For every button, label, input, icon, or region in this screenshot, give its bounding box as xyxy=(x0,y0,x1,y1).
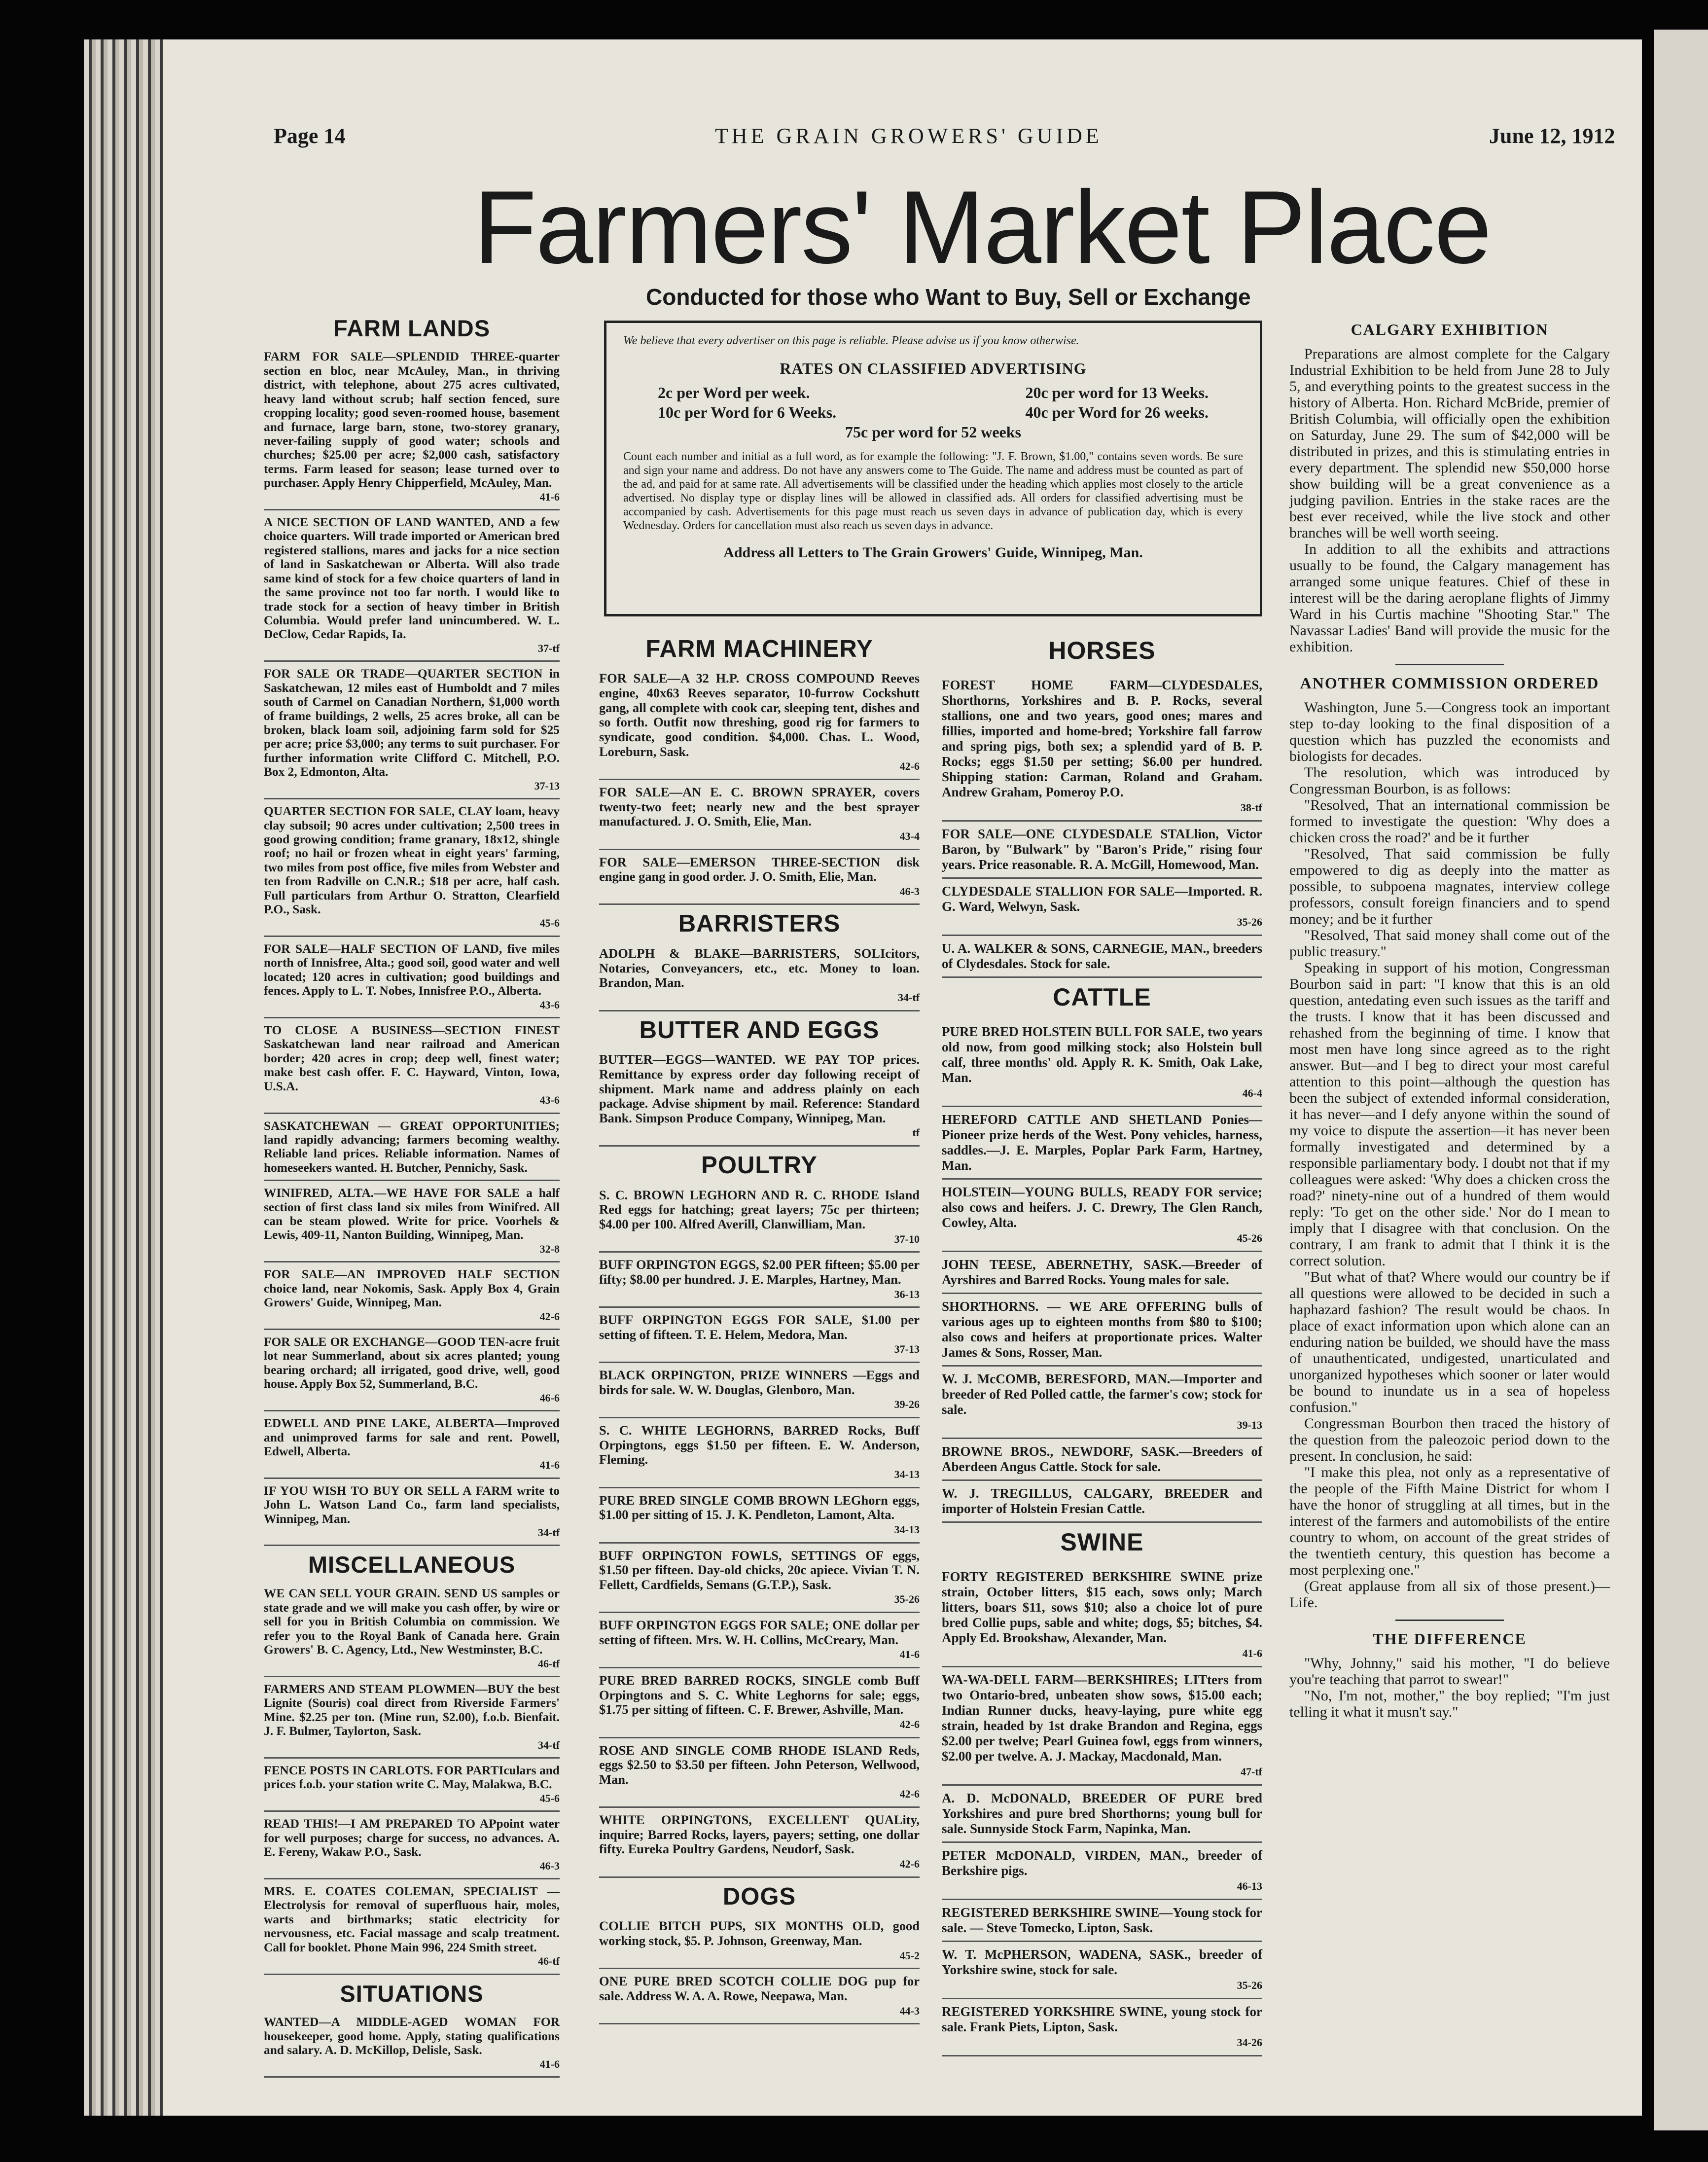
classified-ad xyxy=(264,667,560,799)
rates-address: Address all Letters to The Grain Growers' Guide, Winnipeg, Man. xyxy=(723,544,1143,561)
ad-text: EDWELL AND PINE LAKE, ALBERTA—Improved and unimproved farms for sale and rent. Powell, Edwell, Alberta. xyxy=(264,1416,560,1458)
classified-ad xyxy=(942,678,1262,822)
ad-code: 42-6 xyxy=(539,1310,560,1323)
article-paragraph: "Resolved, That said money shall come out of the public treasury." xyxy=(1289,927,1610,960)
ad-text: QUARTER SECTION FOR SALE, CLAY loam, heavy clay subsoil; 90 acres under cultivation; 2,500 trees in good growing condition; frame granary, 18x12, shingle roof; no hail or frozen wheat in eight years' farming, two miles from post office, five miles from Webster and ten from Radville on C.N.R.; $18 per acre, half cash. Full particulars from Arthur O. Stratton, Clearfield P.O., Sask. xyxy=(264,804,560,917)
ad-text: READ THIS!—I AM PREPARED TO APpoint water for well purposes; charge for success, no advances. A. E. Fereny, Wakaw P.O., Sask. xyxy=(264,1817,560,1859)
classified-ad xyxy=(599,1052,920,1147)
classified-ad xyxy=(599,1188,920,1253)
article-difference xyxy=(1289,1655,1610,1720)
ad-text: HOLSTEIN—YOUNG BULLS, READY FOR service; also cows and heifers. J. C. Drewry, The Glen Ranch, Cowley, Alta. xyxy=(942,1185,1262,1230)
farm-machinery-ads xyxy=(599,671,920,905)
ad-text: FARMERS AND STEAM PLOWMEN—BUY the best Lignite (Souris) coal direct from Riverside Farmers' Mine. $2.25 per ton. (Mine run, $2.00), f.o.b. Bienfait. J. F. Bulmer, Taylorton, Sask. xyxy=(264,1682,560,1738)
ad-text: FARM FOR SALE—SPLENDID THREE-quarter section en bloc, near McAuley, Man., in thriving district, with telephone, about 275 acres cultivated, heavy land without scrub; half section fenced, sure cropping locality; good seven-roomed house, basement and furnace, large barn, stone, two-storey granary, never-failing supply of good water; schools and churches; $25.00 per acre; $2,000 cash, satisfactory terms. Farm leased for season; lease turned over to purchaser. Apply Henry Chipperfield, McAuley, Man. xyxy=(264,350,560,490)
classified-ad xyxy=(264,1186,560,1262)
classified-ad xyxy=(599,1368,920,1418)
rate-weekly: 2c per Word per week. xyxy=(658,384,810,401)
classified-ad xyxy=(264,1764,560,1812)
ad-text: A. D. McDONALD, BREEDER OF PURE bred Yorkshires and pure bred Shorthorns; young bull for sale. Sunnyside Stock Farm, Napinka, Man. xyxy=(942,1791,1262,1836)
ad-code: 46-tf xyxy=(538,1955,560,1968)
ad-text: IF YOU WISH TO BUY OR SELL A FARM write to John L. Watson Land Co., farm land specialists, Winnipeg, Man. xyxy=(264,1483,560,1526)
adjacent-page-edge xyxy=(1654,30,1708,2130)
ad-text: FOR SALE OR TRADE—QUARTER SECTION in Saskatchewan, 12 miles east of Humboldt and 7 miles south of Carmel on Canadian Northern, $1,000 worth of frame buildings, 2 wells, 25 acres broke, all can be broken, black loam soil, adjoining farm sold for $25 per acre; price $3,000; any terms to suit purchaser. For further information write Clifford C. Mitchell, P.O. Box 2, Edmonton, Alta. xyxy=(264,667,560,779)
ad-text: S. C. BROWN LEGHORN AND R. C. RHODE Island Red eggs for hatching; great layers; 75c per thirteen; $4.00 per 100. Alfred Averill, Clanwilliam, Man. xyxy=(599,1187,920,1231)
publication-name: THE GRAIN GROWERS' GUIDE xyxy=(715,124,1103,148)
classified-ad xyxy=(599,1919,920,1969)
ad-text: TO CLOSE A BUSINESS—SECTION FINEST Saskatchewan land near railroad and American border; 420 acres in crop; deep well, finest water; make best cash offer. F. C. Hayward, Vinton, Iowa, U.S.A. xyxy=(264,1023,560,1093)
classified-ad xyxy=(942,1947,1262,1999)
ad-code: 47-tf xyxy=(1241,1766,1262,1778)
section-title-butter-eggs: BUTTER AND EGGS xyxy=(639,1016,880,1044)
classified-ad xyxy=(942,1905,1262,1942)
classified-ad xyxy=(599,946,920,1011)
ad-code: 45-6 xyxy=(539,917,560,930)
ad-code: 37-10 xyxy=(894,1232,920,1245)
ad-text: FOR SALE OR EXCHANGE—GOOD TEN-acre fruit lot near Summerland, about six acres planted; young bearing orchard; all irrigated, good drive, well, good house. Apply Box 52, Summerland, B.C. xyxy=(264,1335,560,1391)
divider xyxy=(1395,1620,1504,1621)
ad-code: 35-26 xyxy=(1237,1979,1262,1991)
ad-text: JOHN TEESE, ABERNETHY, SASK.—Breeder of Ayrshires and Barred Rocks. Young males for sale. xyxy=(942,1257,1262,1287)
article-title-calgary: CALGARY EXHIBITION xyxy=(1351,321,1549,338)
ad-code: 34-tf xyxy=(538,1526,560,1539)
classified-ad xyxy=(599,1743,920,1808)
article-paragraph: "Resolved, That an international commission be formed to investigate the question: 'Why does a chicken cross the road?' and be it further xyxy=(1289,797,1610,846)
ad-text: CLYDESDALE STALLION FOR SALE—Imported. R. G. Ward, Welwyn, Sask. xyxy=(942,884,1262,914)
section-title-dogs: DOGS xyxy=(722,1883,796,1910)
classified-ad xyxy=(264,515,560,662)
section-title-farm-machinery: FARM MACHINERY xyxy=(645,635,873,662)
rate-13-weeks: 20c per word for 13 Weeks. xyxy=(1025,384,1209,401)
ad-code: 37-13 xyxy=(534,779,560,792)
classified-ad xyxy=(264,804,560,937)
article-paragraph: The resolution, which was introduced by Congressman Bourbon, is as follows: xyxy=(1289,764,1610,797)
article-paragraph: "Why, Johnny," said his mother, "I do believe you're teaching that parrot to swear!" xyxy=(1289,1655,1610,1688)
classified-ad xyxy=(942,827,1262,879)
article-paragraph: (Great applause from all six of those present.)—Life. xyxy=(1289,1578,1610,1611)
ad-code: 32-8 xyxy=(539,1242,560,1255)
classified-ad xyxy=(264,1023,560,1114)
ad-text: WHITE ORPINGTONS, EXCELLENT QUALity, inquire; Barred Rocks, layers, payers; setting, one dollar fifty. Eureka Poultry Gardens, Neudorf, Sask. xyxy=(599,1812,920,1857)
page-subtitle: Conducted for those who Want to Buy, Sell or Exchange xyxy=(646,284,1251,310)
classified-ad xyxy=(942,1672,1262,1786)
article-paragraph: "But what of that? Where would our country be if all questions were allowed to be decided in such a haphazard fashion? The result would be chaos. In place of exact information upon which alone can an enduring nation be builded, we should have the mass of unauthenticated, undigested, unarticulated and unorganized hypotheses which sooner or later would be bound to inundate us in a sea of hopeless confusion." xyxy=(1289,1269,1610,1415)
classified-ad xyxy=(942,1486,1262,1523)
ad-code: 41-6 xyxy=(539,2057,560,2070)
rates-terms: Count each number and initial as a full word, as for example the following: "J. F. Brown, $1.00," contains seven words. Be sure and sign your name and address. Do not have any answers come to The Guide. The name and address must be counted as part of the ad, and paid for at same rate. All advertisements will be classified under the heading which applies most closely to the article advertised. No display type or display lines will be allowed in classified ads. All orders for classified advertising must be accompanied by cash. Advertisements for this page must reach us seven days in advance of publication day, which is every Wednesday. Orders for cancellation must also reach us seven days in advance. xyxy=(623,450,1243,532)
article-title-commission: ANOTHER COMMISSION ORDERED xyxy=(1300,674,1600,692)
ad-code: 35-26 xyxy=(894,1593,920,1606)
farm-lands-ads xyxy=(264,350,560,1546)
ad-code: 39-26 xyxy=(894,1398,920,1411)
barristers-ads xyxy=(599,946,920,1011)
classified-ad xyxy=(599,855,920,905)
ad-text: SHORTHORNS. — WE ARE OFFERING bulls of various ages up to eighteen months from $80 to $100; also cows and heifers at proportionate prices. Walter James & Sons, Rosser, Man. xyxy=(942,1299,1262,1360)
ad-code: 41-6 xyxy=(539,1459,560,1472)
rate-52-weeks: 75c per word for 52 weeks xyxy=(845,423,1021,441)
article-paragraph: Congressman Bourbon then traced the history of the question from the paleozoic period down to the present. In conclusion, he said: xyxy=(1289,1415,1610,1464)
poultry-ads xyxy=(599,1188,920,1878)
classified-ad xyxy=(599,1313,920,1363)
ad-text: PETER McDONALD, VIRDEN, MAN., breeder of Berkshire pigs. xyxy=(942,1848,1262,1878)
book-binding-edge xyxy=(84,39,173,2116)
article-paragraph: Washington, June 5.—Congress took an important step to-day looking to the final disposition of a question which has puzzled the economists and biologists for decades. xyxy=(1289,699,1610,764)
rates-intro: We believe that every advertiser on this page is reliable. Please advise us if you know otherwise. xyxy=(623,334,1079,347)
ad-code: 36-13 xyxy=(894,1288,920,1300)
ad-text: FORTY REGISTERED BERKSHIRE SWINE prize strain, October litters, $15 each, sows only; March litters, boars $11, sows $10; also a choice lot of pure bred Collie pups, sable and white; dogs, $5; bitches, $4. Apply Ed. Brookshaw, Alexander, Man. xyxy=(942,1569,1262,1645)
section-title-cattle: CATTLE xyxy=(1053,983,1151,1011)
classified-ad xyxy=(264,1119,560,1182)
butter-eggs-ads xyxy=(599,1052,920,1147)
ad-code: 43-4 xyxy=(899,829,920,842)
ad-text: BUFF ORPINGTON EGGS FOR SALE; ONE dollar per setting of fifteen. Mrs. W. H. Collins, McCreary, Man. xyxy=(599,1618,920,1647)
rate-row xyxy=(623,402,1243,422)
classified-ad xyxy=(264,942,560,1018)
ad-code: 35-26 xyxy=(1237,916,1262,928)
ad-code: 42-6 xyxy=(899,1788,920,1801)
classified-ad xyxy=(599,1813,920,1878)
ad-text: MRS. E. COATES COLEMAN, SPECIALIST —Electrolysis for removal of superfluous hair, moles, warts and birthmarks; static electricity for nervousness, etc. Facial massage and scalp treatment. Call for booklet. Phone Main 996, 224 Smith street. xyxy=(264,1884,560,1954)
article-paragraph: "I make this plea, not only as a representative of the people of the Fifth Maine District for whom I have the honor of struggling at all times, but in the interest of the farmers and automobilists of the entire country to whom, on account of the great strides of the twentieth century, this question has become a most perplexing one." xyxy=(1289,1464,1610,1578)
rates-title: RATES ON CLASSIFIED ADVERTISING xyxy=(780,360,1087,377)
section-title-farm-lands: FARM LANDS xyxy=(333,315,491,341)
ad-code: 46-tf xyxy=(538,1657,560,1670)
ad-text: FOR SALE—AN E. C. BROWN SPRAYER, covers twenty-two feet; nearly new and the best sprayer manufactured. J. O. Smith, Elie, Man. xyxy=(599,784,920,829)
ad-code: 43-6 xyxy=(539,998,560,1011)
ad-text: ONE PURE BRED SCOTCH COLLIE DOG pup for sale. Address W. A. A. Rowe, Neepawa, Man. xyxy=(599,1974,920,2003)
ad-text: FENCE POSTS IN CARLOTS. FOR PARTIculars and prices f.o.b. your station write C. May, Malakwa, B.C. xyxy=(264,1764,560,1792)
ad-text: COLLIE BITCH PUPS, SIX MONTHS OLD, good working stock, $5. P. Johnson, Greenway, Man. xyxy=(599,1918,920,1948)
classified-ad xyxy=(942,941,1262,978)
ad-text: REGISTERED YORKSHIRE SWINE, young stock for sale. Frank Piets, Lipton, Sask. xyxy=(942,2004,1262,2034)
classified-ad xyxy=(264,1884,560,1975)
ad-code: 44-3 xyxy=(899,2004,920,2017)
horses-ads xyxy=(942,678,1262,978)
classified-ad xyxy=(264,1484,560,1547)
ad-text: REGISTERED BERKSHIRE SWINE—Young stock for sale. — Steve Tomecko, Lipton, Sask. xyxy=(942,1905,1262,1935)
ad-text: SASKATCHEWAN — GREAT OPPORTUNITIES; land rapidly advancing; farmers becoming wealthy. Reliable land prices. Reliable information. Names of homeseekers wanted. H. Butcher, Pennichy, Sask. xyxy=(264,1118,560,1175)
ad-text: BUFF ORPINGTON FOWLS, SETTINGS OF eggs, $1.50 per fifteen. Day-old chicks, 20c apiece. Vivian T. N. Fellett, Cardfields, Semans (G.T.P.), Sask. xyxy=(599,1548,920,1592)
ad-text: S. C. WHITE LEGHORNS, BARRED Rocks, Buff Orpingtons, eggs $1.50 per fifteen. E. W. Anderson, Fleming. xyxy=(599,1423,920,1467)
classified-ad xyxy=(942,1299,1262,1367)
ad-text: PURE BRED SINGLE COMB BROWN LEGhorn eggs, $1.00 per sitting of 15. J. K. Pendleton, Lamont, Alta. xyxy=(599,1492,920,1522)
classified-ad xyxy=(599,1974,920,2024)
classified-ad xyxy=(264,1267,560,1330)
page-number: Page 14 xyxy=(274,124,346,148)
column-1 xyxy=(264,311,560,2083)
classified-ad xyxy=(264,1586,560,1677)
miscellaneous-ads xyxy=(264,1586,560,1975)
classified-ad xyxy=(942,1257,1262,1294)
dogs-ads xyxy=(599,1919,920,2024)
classified-ad xyxy=(942,1112,1262,1180)
ad-code: 34-13 xyxy=(894,1468,920,1480)
ad-text: ADOLPH & BLAKE—BARRISTERS, SOLIcitors, Notaries, Conveyancers, etc., etc. Money to loan. Brandon, Man. xyxy=(599,946,920,990)
ad-code: 42-6 xyxy=(899,1858,920,1871)
rate-6-weeks: 10c per Word for 6 Weeks. xyxy=(658,403,837,421)
article-commission xyxy=(1289,699,1610,1611)
classified-ad xyxy=(942,1024,1262,1107)
classified-ad xyxy=(942,1444,1262,1481)
classified-ad xyxy=(264,350,560,510)
ad-code: 46-13 xyxy=(1237,1880,1262,1892)
article-paragraph: Speaking in support of his motion, Congressman Bourbon said in part: "I know that this is an old question, antedating even such issues as the tariff and the trusts. I know that it has been discussed and rehashed from the beginning of time. I know that most men have long since agreed as to the right answer. But—and I beg to direct your most careful attention to this point—although the question has been the subject of extended informal consideration, it has never—and I defy anyone within the sound of my voice to dispute the assertion—it has never been formally investigated and determined by a responsible parliamentary body. I doubt not that if my colleagues were asked: 'Why does a chicken cross the road?' ninety-nine out of a hundred of them would reply: 'To get on the other side.' Nor do I mean to imply that I disagree with that conclusion. On the contrary, I am frank to admit that I think it is the correct solution. xyxy=(1289,960,1610,1269)
ad-text: U. A. WALKER & SONS, CARNEGIE, MAN., breeders of Clydesdales. Stock for sale. xyxy=(942,941,1262,971)
ad-code: 45-2 xyxy=(899,1949,920,1962)
divider xyxy=(1395,664,1504,665)
ad-code: tf xyxy=(912,1126,920,1139)
ad-code: 45-6 xyxy=(539,1792,560,1804)
cattle-ads xyxy=(942,1024,1262,1523)
section-title-swine: SWINE xyxy=(1060,1528,1144,1556)
section-title-situations: SITUATIONS xyxy=(340,1980,484,2007)
ad-text: A NICE SECTION OF LAND WANTED, AND a few choice quarters. Will trade imported or American bred registered stallions, mares and jacks for a nice section of land in Saskatchewan or Alberta. Will also trade same kind of stock for a few choice quarters of land in the same province not too far north. I would like to trade stock for a section of heavy timber in British Columbia. Would prefer land unincumbered. W. L. DeClow, Cedar Rapids, Ia. xyxy=(264,515,560,642)
ad-text: W. J. TREGILLUS, CALGARY, BREEDER and importer of Holstein Fresian Cattle. xyxy=(942,1486,1262,1516)
ad-code: 41-6 xyxy=(1242,1647,1262,1659)
article-calgary xyxy=(1289,346,1610,655)
ad-code: 34-tf xyxy=(538,1738,560,1751)
ad-code: 42-6 xyxy=(899,1718,920,1730)
classified-ad xyxy=(942,1185,1262,1252)
ad-text: W. J. McCOMB, BERESFORD, MAN.—Importer and breeder of Red Polled cattle, the farmer's cow; stock for sale. xyxy=(942,1371,1262,1417)
ad-code: 41-6 xyxy=(539,490,560,503)
ad-text: BUFF ORPINGTON EGGS, $2.00 PER fifteen; $5.00 per fifty; $8.00 per hundred. J. E. Marples, Hartney, Man. xyxy=(599,1257,920,1287)
ad-text: ROSE AND SINGLE COMB RHODE ISLAND Reds, eggs $2.50 to $3.50 per fifteen. John Peterson, Wellwood, Man. xyxy=(599,1742,920,1787)
classified-ad xyxy=(599,1618,920,1668)
ad-text: FOR SALE—EMERSON THREE-SECTION disk engine gang in good order. J. O. Smith, Elie, Man. xyxy=(599,854,920,884)
ad-text: BUTTER—EGGS—WANTED. WE PAY TOP prices. Remittance by express order day following receipt of shipment. Mark name and address plainly on each package. Advise shipment by mail. Reference: Standard Bank. Simpson Produce Company, Winnipeg, Man. xyxy=(599,1052,920,1125)
ad-code: 46-3 xyxy=(539,1859,560,1872)
ad-code: 42-6 xyxy=(899,760,920,773)
article-paragraph: "Resolved, That said commission be fully empowered to dig as deeply into the matter as possible, to subpoena magnates, interview college professors, consult foreign financiers and to spend money; and be it further xyxy=(1289,846,1610,927)
section-title-barristers: BARRISTERS xyxy=(678,910,841,937)
classified-ad xyxy=(599,1423,920,1488)
ad-text: FOR SALE—AN IMPROVED HALF SECTION choice land, near Nokomis, Sask. Apply Box 4, Grain Growers' Guide, Winnipeg, Man. xyxy=(264,1267,560,1310)
classified-ad xyxy=(599,1549,920,1614)
ad-code: 46-3 xyxy=(899,885,920,898)
ad-text: FOR SALE—HALF SECTION OF LAND, five miles north of Innisfree, Alta.; good soil, good water and well located; 120 acres in cultivation; good buildings and fences. Apply to L. T. Nobes, Innisfree P.O., Alberta. xyxy=(264,941,560,998)
ad-text: BUFF ORPINGTON EGGS FOR SALE, $1.00 per setting of fifteen. T. E. Helem, Medora, Man. xyxy=(599,1312,920,1342)
classified-ad xyxy=(942,1848,1262,1900)
classified-ad xyxy=(599,671,920,780)
classified-ad xyxy=(264,1335,560,1411)
classified-ad xyxy=(264,1682,560,1759)
classified-ad xyxy=(264,1416,560,1479)
ad-code: 38-tf xyxy=(1241,801,1262,814)
ad-code: 34-26 xyxy=(1237,2036,1262,2049)
classified-ad xyxy=(942,884,1262,936)
ad-text: PURE BRED HOLSTEIN BULL FOR SALE, two years old now, from good milking stock; also Holstein bull calf, three months' old. Apply R. K. Smith, Oak Lake, Man. xyxy=(942,1024,1262,1085)
classified-ad xyxy=(599,1493,920,1544)
ad-text: W. T. McPHERSON, WADENA, SASK., breeder of Yorkshire swine, stock for sale. xyxy=(942,1947,1262,1977)
ad-text: HEREFORD CATTLE AND SHETLAND Ponies—Pioneer prize herds of the West. Pony vehicles, harness, saddles.—J. E. Marples, Poplar Park Farm, Hartney, Man. xyxy=(942,1112,1262,1173)
classified-ad xyxy=(942,1569,1262,1667)
ad-code: 43-6 xyxy=(539,1094,560,1107)
column-4 xyxy=(1289,321,1610,1720)
ad-text: WINIFRED, ALTA.—WE HAVE FOR SALE a half section of first class land six miles from Winifred. All can be steam plowed. Write for price. Voorhels & Lewis, 409-11, Nanton Building, Winnipeg, Man. xyxy=(264,1186,560,1242)
article-paragraph: "No, I'm not, mother," the boy replied; "I'm just telling it what it musn't say." xyxy=(1289,1688,1610,1720)
article-paragraph: In addition to all the exhibits and attractions usually to be found, the Calgary management has arranged some unique features. Chief of these in interest will be the daring aeroplane flights of Jimmy Ward in his Curtis machine "Shooting Star." The Navassar Ladies' Band will provide the music for the exhibition. xyxy=(1289,541,1610,655)
ad-code: 37-tf xyxy=(538,642,560,654)
ad-code: 46-4 xyxy=(1242,1087,1262,1099)
classified-ad xyxy=(264,1817,560,1879)
classified-ad xyxy=(942,1791,1262,1843)
classified-ad xyxy=(942,1371,1262,1439)
ad-text: FOR SALE—A 32 H.P. CROSS COMPOUND Reeves engine, 40x63 Reeves separator, 10-furrow Cockshutt gang, all complete with cook car, sleeping tent, dishes and so forth. Outfit now threshing, good rig for farmers to syndicate, good condition. $4,000. Chas. L. Wood, Loreburn, Sask. xyxy=(599,671,920,759)
issue-date: June 12, 1912 xyxy=(1489,124,1615,148)
article-title-difference: THE DIFFERENCE xyxy=(1373,1630,1527,1648)
rate-26-weeks: 40c per Word for 26 weeks. xyxy=(1025,403,1209,421)
section-title-horses: HORSES xyxy=(1048,637,1156,664)
swine-ads xyxy=(942,1569,1262,2056)
ad-text: FOR SALE—ONE CLYDESDALE STALlion, Victor Baron, by "Bulwark" by "Baron's Pride," rising four years. Price reasonable. R. A. McGill, Homewood, Man. xyxy=(942,827,1262,872)
classified-ad xyxy=(942,2004,1262,2056)
ad-code: 37-13 xyxy=(894,1343,920,1356)
ad-text: BROWNE BROS., NEWDORF, SASK.—Breeders of Aberdeen Angus Cattle. Stock for sale. xyxy=(942,1444,1262,1474)
column-3 xyxy=(942,631,1262,2061)
ad-code: 34-13 xyxy=(894,1523,920,1536)
situations-ads xyxy=(264,2015,560,2078)
classified-ad xyxy=(264,2015,560,2078)
section-title-miscellaneous: MISCELLANEOUS xyxy=(308,1551,516,1578)
column-2 xyxy=(599,631,920,2029)
ad-code: 46-6 xyxy=(539,1391,560,1404)
ad-code: 45-26 xyxy=(1237,1232,1262,1244)
section-title-poultry: POULTRY xyxy=(701,1152,818,1179)
ad-text: WANTED—A MIDDLE-AGED WOMAN FOR housekeeper, good home. Apply, stating qualifications and salary. A. D. McKillop, Delisle, Sask. xyxy=(264,2015,560,2057)
classified-ad xyxy=(599,785,920,850)
ad-text: BLACK ORPINGTON, PRIZE WINNERS —Eggs and birds for sale. W. W. Douglas, Glenboro, Man. xyxy=(599,1368,920,1397)
advertising-rates-box xyxy=(604,321,1262,616)
ad-code: 34-tf xyxy=(898,991,920,1004)
ad-code: 39-13 xyxy=(1237,1419,1262,1431)
ad-text: PURE BRED BARRED ROCKS, SINGLE comb Buff Orpingtons and S. C. White Leghorns for sale; eggs, $1.75 per sitting of fifteen. C. F. Brewer, Ashville, Man. xyxy=(599,1673,920,1717)
article-paragraph: Preparations are almost complete for the Calgary Industrial Exhibition to be held from June 28 to July 5, and everything points to the greatest success in the history of Alberta. Hon. Richard McBride, premier of British Columbia, will officially open the exhibition on Saturday, June 29. The sum of $42,000 will be distributed in prizes, and this is stimulating entries in every department. The splendid new $50,000 horse show building will be a great convenience as a judging pavilion. Entries in the stake races are the best ever received, while the live stock and other branches will be well worth seeing. xyxy=(1289,346,1610,541)
page-title: Farmers' Market Place xyxy=(473,169,1491,285)
ad-text: FOREST HOME FARM—CLYDESDALES, Shorthorns, Yorkshires and B. P. Rocks, several stallions, one and two years, good ones; mares and fillies, imported and home-bred; Yorkshire fall farrow and spring pigs, both sex; a splendid yard of B. P. Rocks; eggs $1.50 per setting; $6.00 per hundred. Shipping station: Carman, Roland and Graham. Andrew Graham, Pomeroy P.O. xyxy=(942,678,1262,799)
classified-ad xyxy=(599,1673,920,1738)
ad-text: WE CAN SELL YOUR GRAIN. SEND US samples or state grade and we will make you cash offer, by wire or sell for you in British Columbia on commission. We refer you to the Royal Bank of Canada here. Grain Growers' B. C. Agency, Ltd., New Westminster, B.C. xyxy=(264,1586,560,1657)
ad-code: 41-6 xyxy=(899,1648,920,1661)
classified-ad xyxy=(599,1258,920,1308)
ad-text: WA-WA-DELL FARM—BERKSHIRES; LITters from two Ontario-bred, unbeaten show sows, $15.00 each; Indian Runner ducks, heavy-laying, pure white egg strain, headed by 1st drake Brandon and Regina, eggs $2.00 per twelve; Pearl Guinea fowl, eggs from winners, $2.00 per twelve. A. J. Mackay, Macdonald, Man. xyxy=(942,1672,1262,1764)
rate-row xyxy=(623,383,1243,402)
